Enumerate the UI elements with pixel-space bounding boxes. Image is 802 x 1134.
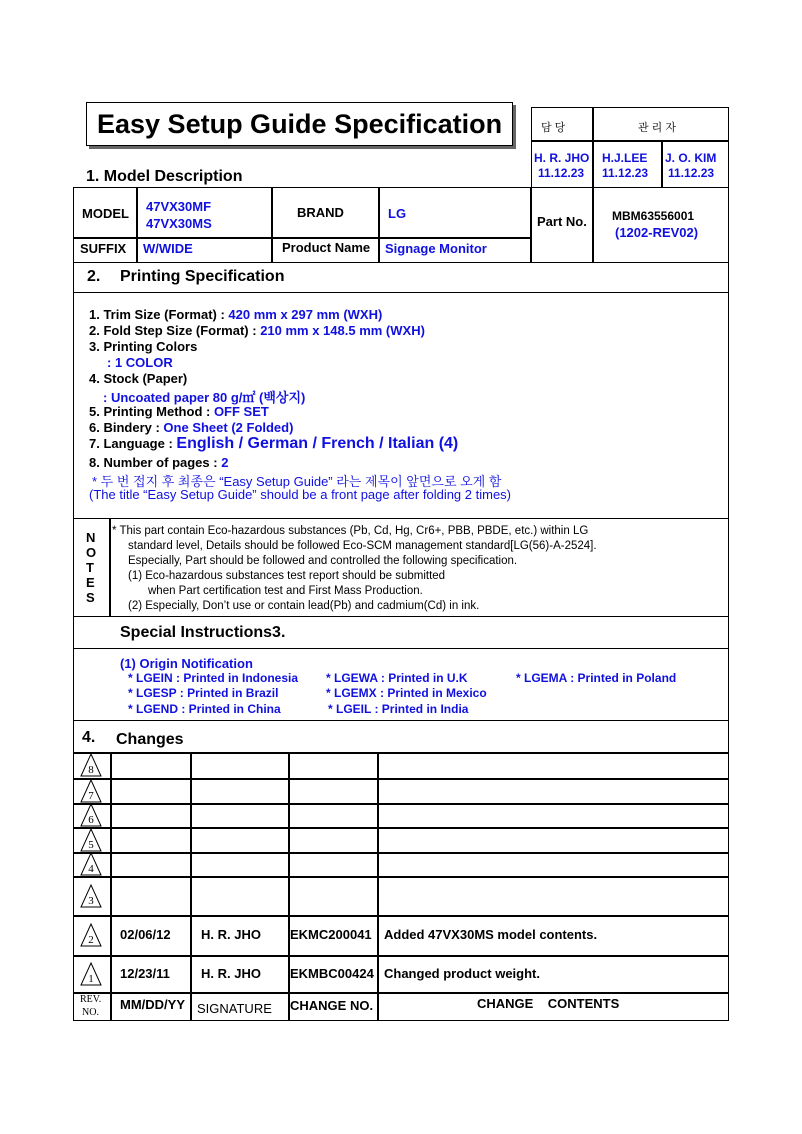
spec-value: 420 mm x 297 mm (WXH) [228,307,383,322]
origin-item: * LGEWA : Printed in U.K [326,671,468,685]
printing-spec-body [73,292,729,519]
fold-note-english: (The title “Easy Setup Guide” should be a front page after folding 2 times) [89,487,512,502]
change-date: 12/23/11 [120,965,170,981]
svg-text:1: 1 [88,972,94,985]
origin-item: * LGESP : Printed in Brazil [128,686,279,700]
section4-number: 4. [82,729,96,746]
spec-label: 4. Stock (Paper) [89,371,188,386]
revision-triangle-icon [80,828,102,852]
origin-item: * LGEMA : Printed in Poland [516,671,677,685]
signer-date: 11.12.23 [668,166,715,180]
notes-label: N O T E S [86,530,97,605]
spec-value: OFF SET [213,404,269,419]
rev-no-header: NO. [82,1007,99,1018]
spec-label: 8. Number of pages : [89,455,222,470]
change-number: EKMBC00424 [290,965,374,981]
section2-number: 2. [87,268,101,285]
change-contents-header: CHANGE CONTENTS [477,996,620,1011]
section2-heading: Printing Specification [120,268,285,285]
svg-text:2: 2 [88,934,94,946]
revision-triangle-icon [80,852,102,876]
section4-heading: Changes [116,731,184,748]
signer-date: 11.12.23 [602,166,649,180]
section3-header [73,616,729,649]
row-divider [73,852,729,854]
row-divider [73,827,729,829]
svg-text:6: 6 [88,814,94,826]
svg-text:4: 4 [88,863,94,875]
suffix-value: W/WIDE [143,241,193,256]
section2-header [73,262,729,293]
signature-header: SIGNATURE [197,1001,272,1016]
change-date: 02/06/12 [120,927,171,942]
svg-text:5: 5 [88,838,94,851]
fold-note-korean: * 두 번 접지 후 최종은 “Easy Setup Guide” 라는 제목이 앞면으로 오게 함 [92,474,502,489]
origin-item: * LGEIN : Printed in Indonesia [128,671,299,685]
date-header: MM/DD/YY [120,997,185,1012]
change-number: EKMC200041 [290,927,372,942]
suffix-label: SUFFIX [80,241,127,256]
row-divider [73,752,729,754]
row-divider [73,955,729,957]
change-no-header: CHANGE NO. [290,998,374,1013]
spec-label: 7. Language : [89,436,177,451]
part-no-value: MBM63556001 [612,209,695,223]
part-revision: (1202-REV02) [615,225,699,240]
change-content: Added 47VX30MS model contents. [384,927,598,942]
row-divider [73,915,729,917]
model-value: 47VX30MS [146,216,212,231]
origin-item: * LGEMX : Printed in Mexico [326,686,487,700]
approval-header-manager: 관 리 자 [638,122,676,134]
column-divider [190,752,192,1021]
signer-name: H.J.LEE [602,151,648,165]
part-no-label: Part No. [537,214,587,229]
svg-text:7: 7 [88,789,94,802]
section3-heading: Special Instructions3. [120,624,286,641]
spec-label: 5. Printing Method : [89,404,214,419]
spec-value: English / German / French / Italian (4) [176,435,459,452]
svg-text:3: 3 [88,894,94,907]
svg-text:8: 8 [88,764,94,776]
column-divider [377,752,379,1021]
signer-name: J. O. KIM [665,151,717,165]
spec-label: 6. Bindery : [89,420,164,435]
product-name-value: Signage Monitor [385,241,487,256]
row-divider [73,876,729,878]
brand-label: BRAND [297,205,344,220]
column-divider [110,752,112,1021]
title-box [86,102,513,146]
revision-triangle-icon [80,779,102,803]
spec-label: 3. Printing Colors [89,339,198,354]
row-divider [73,992,729,994]
signer-date: 11.12.23 [538,166,585,180]
spec-value: : 1 COLOR [107,355,173,370]
revision-triangle-icon [80,962,102,986]
spec-value: 210 mm x 148.5 mm (WXH) [260,323,425,338]
revision-triangle-icon [80,803,102,827]
spec-value: : Uncoated paper 80 g/㎡ (백상지) [103,390,306,405]
row-divider [73,778,729,780]
revision-triangle-icon [80,753,102,777]
signer-name: H. R. JHO [534,151,590,165]
product-name-label: Product Name [282,240,371,255]
spec-value: One Sheet (2 Folded) [163,420,294,435]
brand-value: LG [388,206,407,221]
origin-item: * LGEIL : Printed in India [328,702,469,716]
row-divider [73,803,729,805]
spec-value: 2 [221,455,229,470]
spec-label: 1. Trim Size (Format) : [89,307,229,322]
revision-triangle-icon [80,884,102,908]
page-title: Easy Setup Guide Specification [97,109,503,139]
revision-triangle-icon [80,923,102,947]
model-label: MODEL [82,206,129,221]
origin-heading: (1) Origin Notification [120,656,253,671]
column-divider [288,752,290,1021]
spec-label: 2. Fold Step Size (Format) : [89,323,261,338]
origin-item: * LGEND : Printed in China [128,702,281,716]
origin-box [73,648,729,721]
rev-no-header: REV. [80,994,102,1005]
model-value: 47VX30MF [146,199,212,214]
approval-header-charge: 담 당 [541,122,566,134]
section1-heading: 1. Model Description [86,168,243,185]
change-content: Changed product weight. [384,965,540,981]
change-signature: H. R. JHO [201,965,261,981]
notes-text: * This part contain Eco-hazardous substances (Pb, Cd, Hg, Cr6+, PBB, PBDE, etc.) within LG standard level, Details should be followed Eco-SCM management standard[LG(56)-A-2524]. Especially, Part should be followed and controlled the following specification. (1) Eco-hazardous substances test report should be submitted when Part certification test and First Mass Production. (2) Especially, Don’t use or contain lead(Pb) and cadmium(Cd) in ink. [112,525,597,612]
change-signature: H. R. JHO [201,927,261,942]
